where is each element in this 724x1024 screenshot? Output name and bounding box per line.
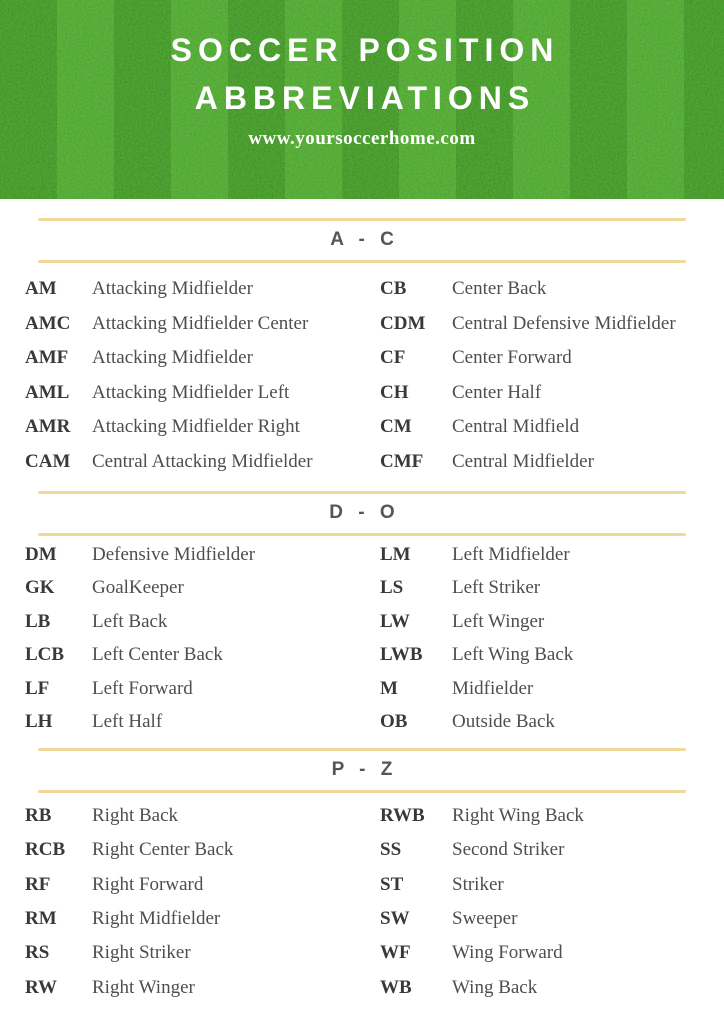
position-abbreviation: RWB [380,805,425,827]
position-abbreviation: RW [25,976,58,998]
abbreviation-row [362,538,724,572]
position-name: Wing Back [452,976,538,998]
position-abbreviation: DM [25,543,57,565]
position-name: Striker [452,873,504,895]
position-abbreviation: LCB [25,644,65,666]
position-abbreviation: LWB [380,644,423,666]
abbreviation-row [0,672,362,706]
section-d-o [0,491,724,748]
position-abbreviation: LH [25,711,53,733]
position-name: Right Striker [92,942,191,964]
abbreviation-row [362,936,724,970]
position-name: Second Striker [452,839,565,861]
position-abbreviation: CM [380,416,412,438]
position-name: Right Winger [92,976,195,998]
abbreviation-row [362,307,724,342]
position-abbreviation: RB [25,805,52,827]
section-title: P - Z [331,759,398,780]
abbreviation-row [0,572,362,606]
position-name: Right Forward [92,873,204,895]
position-abbreviation: CMF [380,450,424,472]
abbreviation-row [362,605,724,639]
position-name: Central Defensive Midfielder [452,312,676,334]
position-abbreviation: AMR [25,416,71,438]
position-name: Attacking Midfielder Right [92,416,300,438]
abbreviation-row [0,833,362,867]
position-name: Attacking Midfielder [92,278,253,300]
section-title: A - C [330,229,399,250]
abbreviation-row [362,572,724,606]
abbreviation-row [0,799,362,833]
abbreviation-row [362,833,724,867]
position-abbreviation: WB [380,976,412,998]
page-title [165,26,560,122]
abbreviation-row [362,970,724,1004]
position-name: Right Midfielder [92,908,221,930]
abbreviation-row [0,341,362,376]
position-abbreviation: RCB [25,839,66,861]
abbreviation-row [0,538,362,572]
position-name: Left Half [92,711,163,733]
abbreviation-row [0,902,362,936]
abbreviation-row [362,799,724,833]
position-abbreviation: LB [25,610,51,632]
position-name: GoalKeeper [92,577,184,599]
position-abbreviation: OB [380,711,408,733]
section-a-c [0,218,724,491]
position-abbreviation: RS [25,942,50,964]
position-abbreviation: AMF [25,347,69,369]
position-abbreviation: SW [380,908,410,930]
position-name: Attacking Midfielder Center [92,312,309,334]
position-abbreviation: SS [380,839,402,861]
abbreviation-row [362,341,724,376]
position-abbreviation: LS [380,577,404,599]
website-url: www.yoursoccerhome.com [248,128,476,149]
position-name: Defensive Midfielder [92,543,256,565]
position-name: Center Forward [452,347,572,369]
position-abbreviation: RF [25,873,51,895]
abbreviation-column-right [362,538,724,739]
abbreviation-column-right [362,272,724,479]
abbreviation-row [0,272,362,307]
section-p-z [0,748,724,1005]
position-name: Central Midfielder [452,450,594,472]
position-name: Left Midfielder [452,543,570,565]
position-name: Attacking Midfielder [92,347,253,369]
position-name: Left Wing Back [452,644,574,666]
position-name: Outside Back [452,711,555,733]
abbreviation-row [362,410,724,445]
abbreviation-column-left [0,538,362,739]
position-name: Left Forward [92,677,193,699]
abbreviation-row [0,706,362,740]
position-name: Right Wing Back [452,805,584,827]
position-name: Central Attacking Midfielder [92,450,313,472]
position-name: Right Center Back [92,839,234,861]
position-abbreviation: WF [380,942,411,964]
abbreviation-row [0,376,362,411]
abbreviation-row [362,706,724,740]
abbreviation-row [362,902,724,936]
position-abbreviation: CH [380,381,409,403]
position-abbreviation: CAM [25,450,71,472]
position-abbreviation: CDM [380,312,426,334]
page-title-line2: ABBREVIATIONS [194,80,536,116]
abbreviation-row [362,376,724,411]
abbreviation-row [0,307,362,342]
position-abbreviation: LW [380,610,410,632]
position-name: Center Half [452,381,542,403]
position-name: Right Back [92,805,179,827]
abbreviation-row [0,970,362,1004]
position-name: Left Center Back [92,644,223,666]
section-title: D - O [329,502,400,523]
position-abbreviation: GK [25,577,55,599]
position-abbreviation: AMC [25,312,71,334]
abbreviation-row [0,605,362,639]
position-name: Midfielder [452,677,534,699]
position-abbreviation: LM [380,543,411,565]
position-name: Central Midfield [452,416,580,438]
abbreviation-row [362,639,724,673]
position-abbreviation: CF [380,347,406,369]
abbreviation-column-right [362,799,724,1005]
position-abbreviation: LF [25,677,50,699]
position-abbreviation: AM [25,278,57,300]
abbreviation-column-left [0,272,362,479]
position-abbreviation: CB [380,278,407,300]
abbreviation-column-left [0,799,362,1005]
position-name: Left Striker [452,577,541,599]
position-name: Center Back [452,278,547,300]
abbreviation-row [0,410,362,445]
grass-header-banner [0,0,724,199]
position-name: Left Back [92,610,168,632]
abbreviation-row [0,936,362,970]
abbreviation-row [362,445,724,480]
position-abbreviation: RM [25,908,57,930]
abbreviation-row [362,272,724,307]
position-name: Wing Forward [452,942,563,964]
position-name: Left Winger [452,610,545,632]
position-abbreviation: ST [380,873,404,895]
abbreviation-row [0,639,362,673]
position-name: Attacking Midfielder Left [92,381,290,403]
position-abbreviation: M [380,677,398,699]
abbreviation-row [0,445,362,480]
abbreviation-row [362,672,724,706]
position-abbreviation: AML [25,381,70,403]
page-title-line1: SOCCER POSITION [170,32,560,68]
abbreviation-row [362,868,724,902]
position-name: Sweeper [452,908,518,930]
abbreviation-row [0,868,362,902]
